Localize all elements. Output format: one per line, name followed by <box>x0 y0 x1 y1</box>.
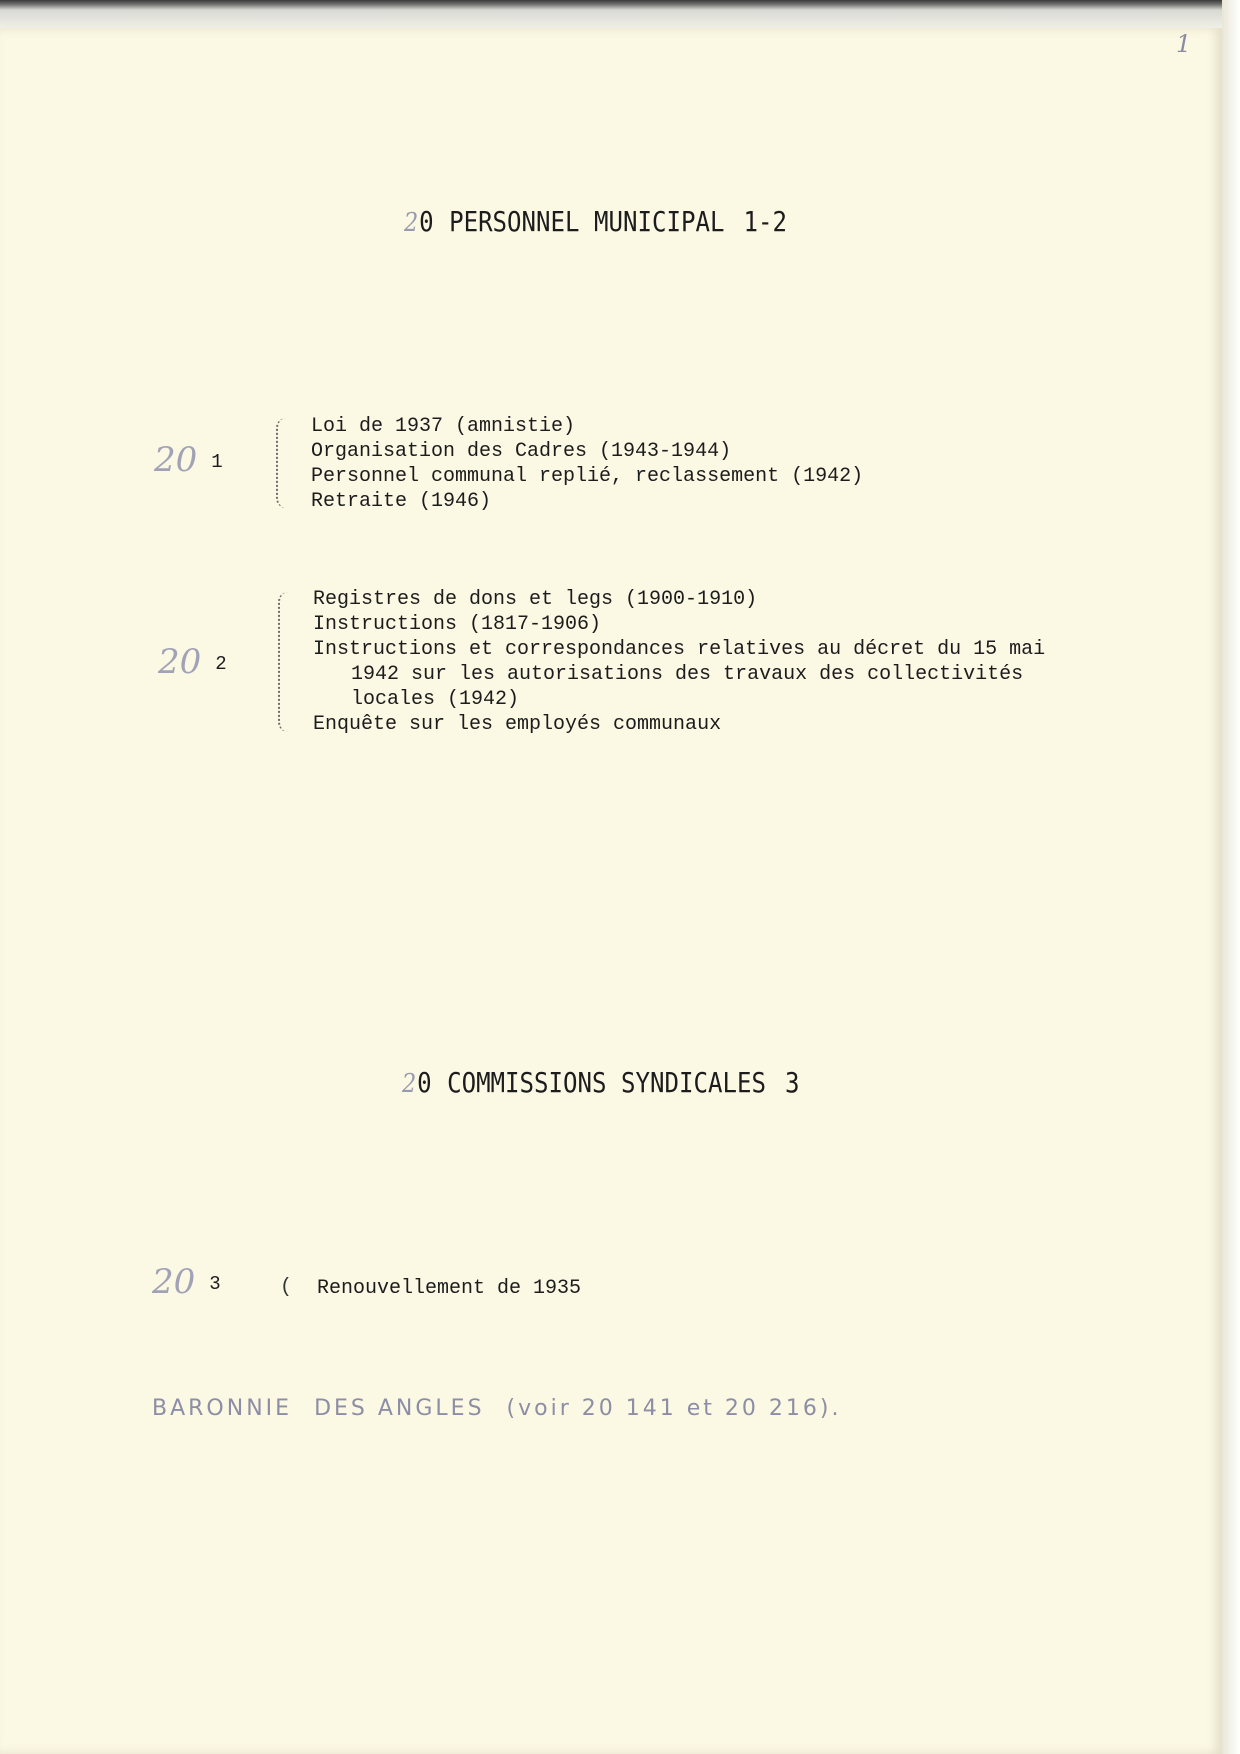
cote-number: 3 <box>209 1273 221 1295</box>
section-range: 1-2 <box>743 205 787 238</box>
entry-line: Loi de 1937 (amnistie) <box>311 415 576 438</box>
parenthesis: ( <box>280 1276 293 1299</box>
handwritten-note <box>152 1396 841 1421</box>
entry-line: Personnel communal replié, reclassement (1942) <box>311 465 864 488</box>
page-number: 1 <box>1176 30 1192 58</box>
scanner-edge <box>0 0 1240 28</box>
entry-line: Retraite (1946) <box>311 490 492 513</box>
cote-number: 1 <box>211 451 223 473</box>
typed-prefix: 0 <box>417 1066 432 1099</box>
typed-prefix: 0 <box>419 205 434 238</box>
section-heading-personnel <box>404 205 787 238</box>
section-title: PERSONNEL MUNICIPAL <box>449 205 725 238</box>
entry-line: Instructions et correspondances relatives au décret du 15 mai <box>313 638 1046 661</box>
section-heading-commissions <box>402 1066 799 1099</box>
cote-label <box>154 440 223 480</box>
handwritten-cote: 20 <box>152 1262 196 1302</box>
note-part: DES ANGLES <box>314 1396 485 1421</box>
entry-line: Registres de dons et legs (1900-1910) <box>313 588 758 611</box>
section-title: COMMISSIONS SYNDICALES <box>447 1066 767 1099</box>
handwritten-prefix: 2 <box>404 208 419 238</box>
note-part: (voir 20 141 et 20 216). <box>506 1396 842 1421</box>
note-part: BARONNIE <box>152 1396 293 1421</box>
handwritten-prefix: 2 <box>402 1069 417 1099</box>
handwritten-cote: 20 <box>154 440 198 480</box>
entry-list <box>313 587 1045 737</box>
document-page <box>0 28 1222 1754</box>
brace <box>276 418 292 508</box>
entry-line: Instructions (1817-1906) <box>313 613 602 636</box>
cote-label <box>152 1262 221 1302</box>
section-range: 3 <box>784 1066 800 1099</box>
handwritten-cote: 20 <box>158 642 202 682</box>
entry-line: locales (1942) <box>351 688 520 711</box>
page-edge <box>1222 0 1240 1754</box>
entry-line: Renouvellement de 1935 <box>317 1277 582 1300</box>
cote-label <box>158 642 227 682</box>
entry-line: Organisation des Cadres (1943-1944) <box>311 440 732 463</box>
entry-line: 1942 sur les autorisations des travaux des collectivités <box>351 663 1024 686</box>
brace <box>278 592 294 732</box>
entry-list <box>317 1276 581 1301</box>
cote-number: 2 <box>215 653 227 675</box>
entry-line: Enquête sur les employés communaux <box>313 713 722 736</box>
entry-list <box>311 414 863 514</box>
